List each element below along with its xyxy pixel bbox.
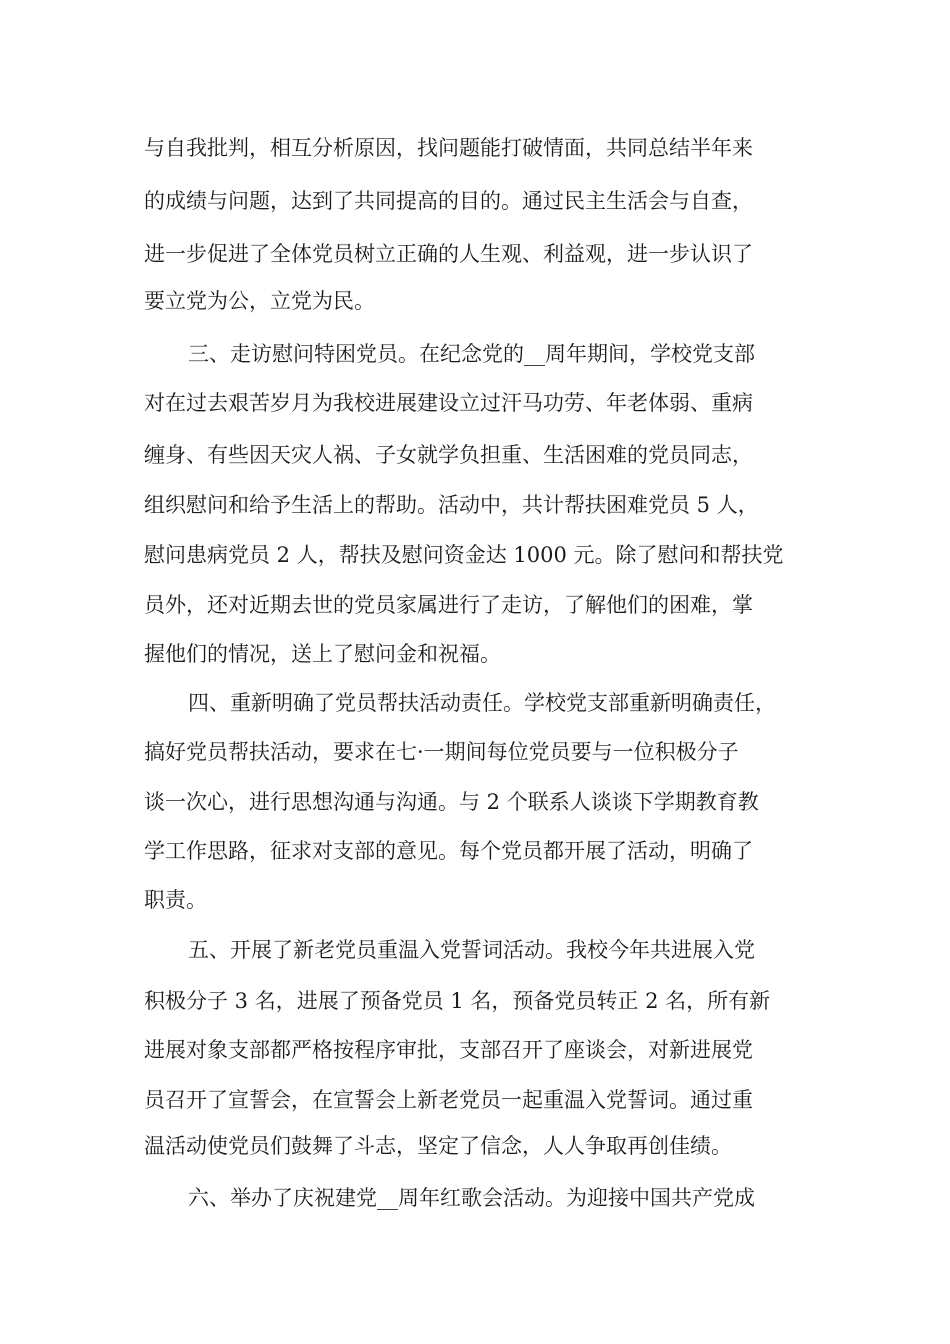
- text-line: 进展对象支部都严格按程序审批，支部召开了座谈会，对新进展党: [144, 1038, 753, 1062]
- text-line: 缠身、有些因天灾人祸、子女就学负担重、生活困难的党员同志，: [144, 443, 753, 467]
- text-line: 温活动使党员们鼓舞了斗志，坚定了信念，人人争取再创佳绩。: [144, 1134, 732, 1158]
- text-line: 要立党为公，立党为民。: [144, 289, 375, 313]
- text-line: 搞好党员帮扶活动，要求在七·一期间每位党员要与一位积极分子: [144, 740, 739, 764]
- text-line: 的成绩与问题，达到了共同提高的目的。通过民主生活会与自查，: [144, 189, 753, 213]
- paragraph-start-line: 三、走访慰问特困党员。在纪念党的__周年期间，学校党支部: [188, 342, 755, 366]
- text-line: 积极分子 3 名，进展了预备党员 1 名，预备党员转正 2 名，所有新: [144, 989, 771, 1013]
- text-line: 谈一次心，进行思想沟通与沟通。与 2 个联系人谈谈下学期教育教: [144, 790, 759, 814]
- text-line: 对在过去艰苦岁月为我校进展建设立过汗马功劳、年老体弱、重病: [144, 391, 753, 415]
- paragraph-start-line: 六、举办了庆祝建党__周年红歌会活动。为迎接中国共产党成: [188, 1186, 755, 1210]
- text-line: 与自我批判，相互分析原因，找问题能打破情面，共同总结半年来: [144, 136, 753, 160]
- text-line: 员外，还对近期去世的党员家属进行了走访，了解他们的困难，掌: [144, 593, 753, 617]
- text-line: 员召开了宣誓会，在宣誓会上新老党员一起重温入党誓词。通过重: [144, 1088, 753, 1112]
- text-line: 学工作思路，征求对支部的意见。每个党员都开展了活动，明确了: [144, 839, 753, 863]
- text-line: 握他们的情况，送上了慰问金和祝福。: [144, 642, 501, 666]
- paragraph-start-line: 四、重新明确了党员帮扶活动责任。学校党支部重新明确责任，: [188, 691, 776, 715]
- text-line: 组织慰问和给予生活上的帮助。活动中，共计帮扶困难党员 5 人，: [144, 493, 759, 517]
- paragraph-start-line: 五、开展了新老党员重温入党誓词活动。我校今年共进展入党: [188, 938, 755, 962]
- text-line: 职责。: [144, 888, 207, 912]
- text-line: 进一步促进了全体党员树立正确的人生观、利益观，进一步认识了: [144, 242, 753, 266]
- text-line: 慰问患病党员 2 人，帮扶及慰问资金达 1000 元。除了慰问和帮扶党: [144, 543, 784, 567]
